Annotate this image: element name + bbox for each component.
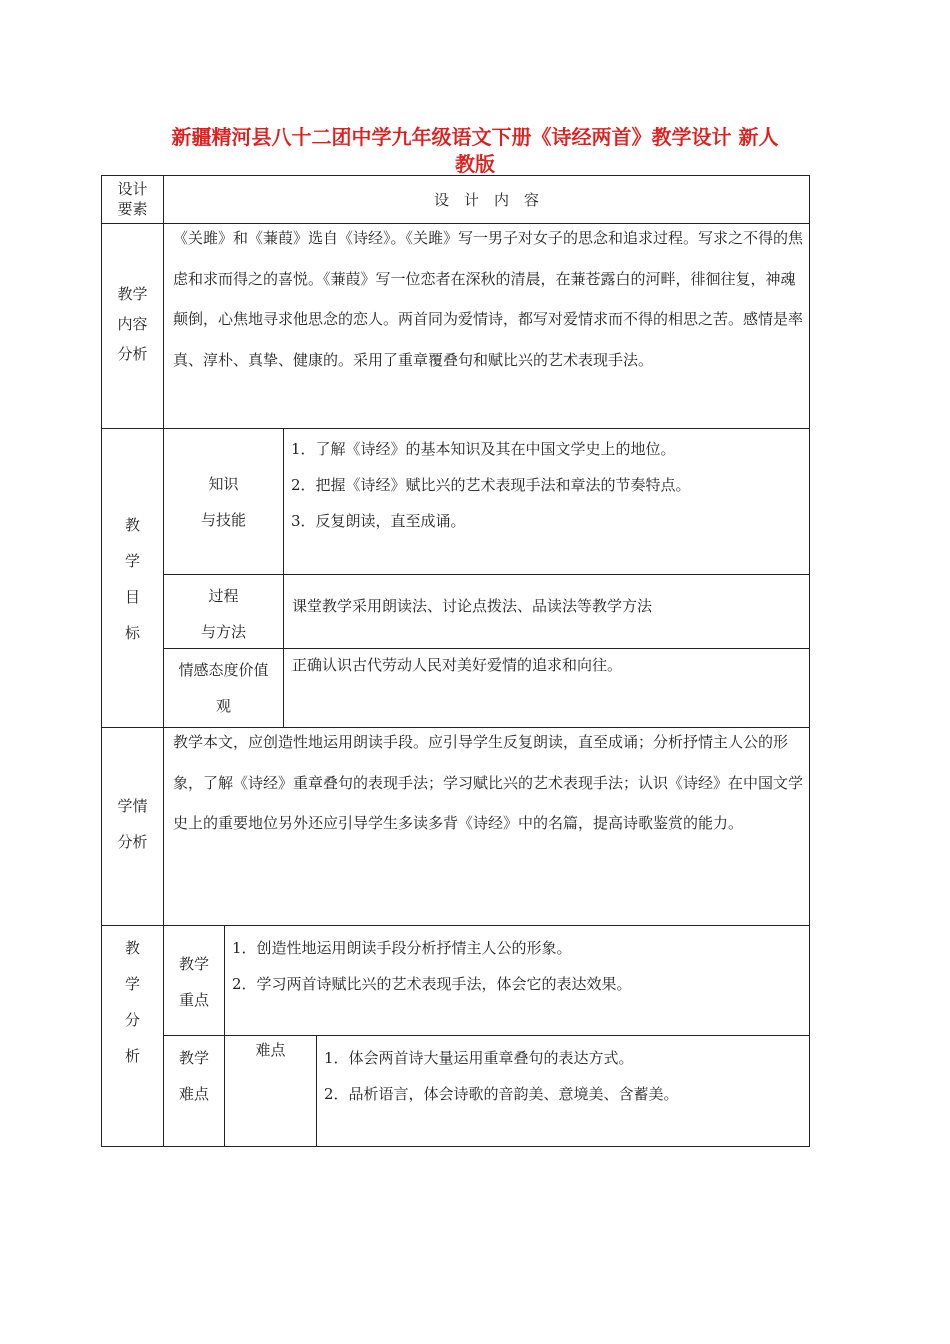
difficulty-label: 教学 难点 [178, 1049, 209, 1103]
teaching-analysis-label: 教 学 分 析 [124, 939, 140, 1065]
content-analysis-text: 《关雎》和《蒹葭》选自《诗经》。《关雎》写一男子对女子的思念和追求过程。写求之不得的焦虑和求而得之的喜悦。《蒹葭》写一位恋者在深秋的清晨，在蒹苍露白的河畔，徘徊往复，神魂颠倒，心焦地寻求他思念的恋人。两首同为爱情诗，都写对爱情求而不得的相思之苦。感情是率真、淳朴、真挚、健康的。采用了重章覆叠句和赋比兴的艺术表现手法。 [173, 229, 804, 369]
process-text: 课堂教学采用朗读法、讨论点拨法、品读法等教学方法 [292, 597, 653, 615]
focus-label: 教学 重点 [178, 955, 209, 1009]
header-label: 设计 要素 [117, 180, 148, 218]
learner-label: 学情 分析 [117, 797, 148, 851]
emotion-text: 正确认识古代劳动人民对美好爱情的追求和向往。 [292, 656, 623, 674]
emotion-label: 情感态度价值 观 [178, 661, 269, 715]
goals-label: 教 学 目 标 [124, 516, 140, 642]
content-analysis-label: 教学 内容 分析 [117, 285, 148, 363]
title-line-2: 教版 [455, 152, 495, 176]
list-item: 1．创造性地运用朗读手段分析抒情主人公的形象。 [232, 939, 572, 957]
list-item: 2．把握《诗经》赋比兴的艺术表现手法和章法的节奏特点。 [291, 476, 691, 494]
list-item: 2．学习两首诗赋比兴的艺术表现手法，体会它的表达效果。 [232, 975, 632, 993]
difficulty-items [324, 1040, 679, 1112]
list-item: 1．了解《诗经》的基本知识及其在中国文学史上的地位。 [291, 440, 676, 458]
learner-text: 教学本文，应创造性地运用朗读手段。应引导学生反复朗读，直至成诵；分析抒情主人公的形象，了解《诗经》重章叠句的表现手法；学习赋比兴的艺术表现手法；认识《诗经》在中国文学史上的重要地位另外还应引导学生多读多背《诗经》中的名篇，提高诗歌鉴赏的能力。 [173, 733, 804, 833]
difficulty-sub-label: 难点 [255, 1041, 286, 1059]
title-line-1: 新疆精河县八十二团中学九年级语文下册《诗经两首》教学设计 新人 [171, 125, 779, 149]
knowledge-items [291, 431, 691, 539]
list-item: 2．品析语言，体会诗歌的音韵美、意境美、含蓄美。 [324, 1085, 679, 1103]
knowledge-label: 知识 与技能 [200, 475, 246, 529]
focus-items [232, 930, 632, 1002]
list-item: 3．反复朗读，直至成诵。 [291, 512, 466, 530]
list-item: 1．体会两首诗大量运用重章叠句的表达方式。 [324, 1049, 634, 1067]
process-label: 过程 与方法 [200, 587, 246, 641]
header-content: 设 计 内 容 [433, 191, 539, 209]
